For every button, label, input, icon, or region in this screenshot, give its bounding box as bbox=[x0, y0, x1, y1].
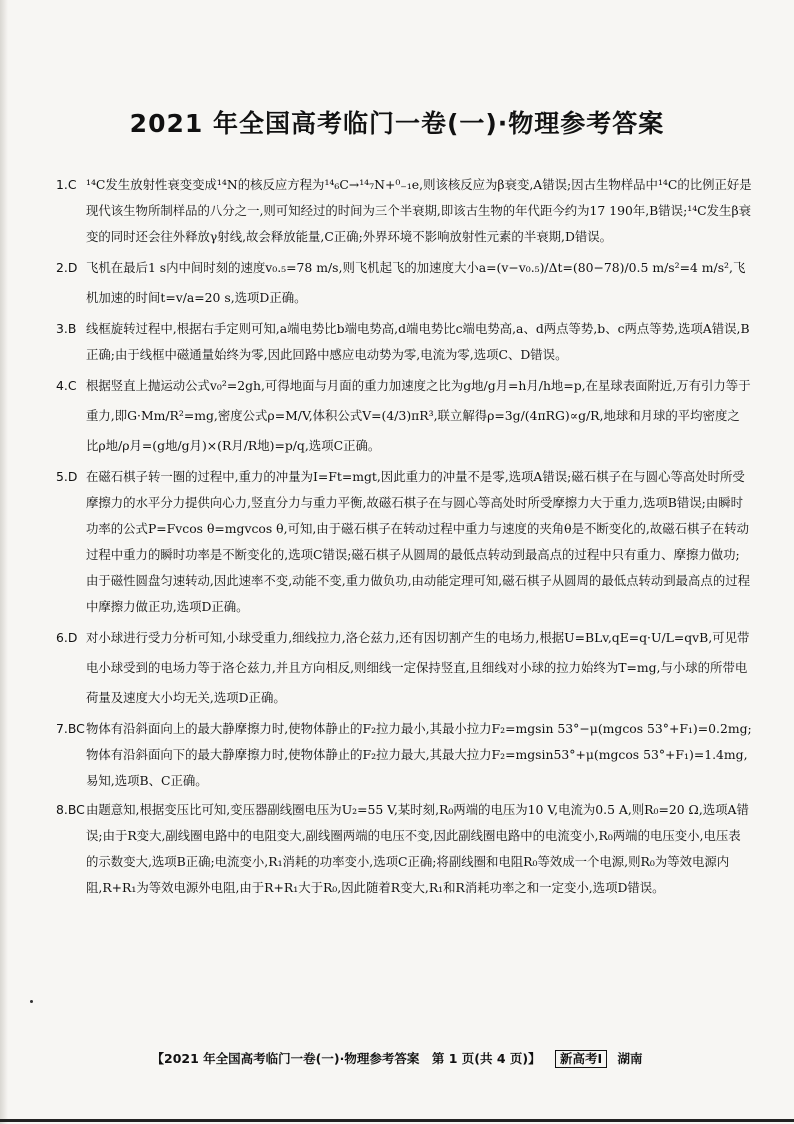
page-footer bbox=[0, 1049, 794, 1068]
region-label: 湖南 bbox=[617, 1051, 643, 1066]
answer-number: 8.BC bbox=[56, 802, 85, 817]
exam-tag: 新高考Ⅰ bbox=[555, 1050, 607, 1068]
answer-number: 7.BC bbox=[56, 721, 85, 736]
answer-text: 根据竖直上抛运动公式v₀²=2gh,可得地面与月面的重力加速度之比为g地/g月=h月/h地=p,在星球表面附近,万有引力等于重力,即G·Mm/R²=mg,密度公式ρ=M/V,体积公式V=(4/3)πR³,联立解得ρ=3g/(4πRG)∝g/R,地球和月球的平均密度之比ρ地/ρ月=(g地/g月)×(R月/R地)=p/q,选项C正确。 bbox=[86, 378, 751, 453]
answer-text: ¹⁴C发生放射性衰变变成¹⁴N的核反应方程为¹⁴₆C→¹⁴₇N+⁰₋₁e,则该核反应为β衰变,A错误;因古生物样品中¹⁴C的比例正好是现代该生物所制样品的八分之一,则可知经过的时间为三个半衰期,即该古生物的年代距今约为17 190年,B错误;¹⁴C发生β衰变的同时还会往外释放γ射线,故会释放能量,C正确;外界环境不影响放射性元素的半衰期,D错误。 bbox=[86, 177, 752, 244]
page-edge-shadow bbox=[0, 0, 8, 1124]
answer-number: 5.D bbox=[56, 469, 78, 484]
answer-number: 1.C bbox=[56, 177, 77, 192]
answer-item-5 bbox=[56, 464, 752, 620]
answer-item-3 bbox=[56, 316, 752, 368]
answer-text: 线框旋转过程中,根据右手定则可知,a端电势比b端电势高,d端电势比c端电势高,a、d两点等势,b、c两点等势,选项A错误,B正确;由于线框中磁通量始终为零,因此回路中感应电动势为零,电流为零,选项C、D错误。 bbox=[86, 321, 750, 362]
answer-text: 由题意知,根据变压比可知,变压器副线圈电压为U₂=55 V,某时刻,R₀两端的电压为10 V,电流为0.5 A,则R₀=20 Ω,选项A错误;由于R变大,副线圈电路中的电阻变大,副线圈两端的电压不变,因此副线圈电路中的电流变小,R₀两端的电压变小,电压表的示数变大,选项B正确;电流变小,R₁消耗的功率变小,选项C正确;将副线圈和电阻R₀等效成一个电源,则R₀为等效电源内阻,R+R₁为等效电源外电阻,由于R+R₁大于R₀,因此随着R变大,R₁和R消耗功率之和一定变小,选项D错误。 bbox=[86, 802, 749, 895]
answer-item-7 bbox=[56, 716, 752, 794]
answer-number: 4.C bbox=[56, 378, 77, 393]
scan-speck bbox=[30, 1000, 33, 1003]
answer-item-6 bbox=[56, 623, 752, 713]
answer-text: 飞机在最后1 s内中间时刻的速度v₀.₅=78 m/s,则飞机起飞的加速度大小a=(v−v₀.₅)/Δt=(80−78)/0.5 m/s²=4 m/s²,飞机加速的时间t=v/a=20 s,选项D正确。 bbox=[86, 260, 746, 305]
answer-number: 2.D bbox=[56, 260, 78, 275]
answer-item-4 bbox=[56, 371, 752, 461]
answer-list bbox=[56, 172, 752, 904]
answer-text: 在磁石棋子转一圈的过程中,重力的冲量为I=Ft=mgt,因此重力的冲量不是零,选项A错误;磁石棋子在与圆心等高处时所受摩擦力的水平分力提供向心力,竖直分力与重力平衡,故磁石棋子在与圆心等高处时所受摩擦力大于重力,选项B错误;由瞬时功率的公式P=Fvcos θ=mgvcos θ,可知,由于磁石棋子在转动过程中重力与速度的夹角θ是不断变化的,故磁石棋子在转动过程中重力的瞬时功率是不断变化的,选项C错误;磁石棋子从圆周的最低点转动到最高点的过程中只有重力、摩擦力做功;由于磁性圆盘匀速转动,因此速率不变,动能不变,重力做负功,由动能定理可知,磁石棋子从圆周的最低点转动到最高点的过程中摩擦力做正功,选项D正确。 bbox=[86, 469, 751, 614]
answer-text: 对小球进行受力分析可知,小球受重力,细线拉力,洛仑兹力,还有因切割产生的电场力,根据U=BLv,qE=q·U/L=qvB,可见带电小球受到的电场力等于洛仑兹力,并且方向相反,则细线一定保持竖直,且细线对小球的拉力始终为T=mg,与小球的所带电荷量及速度大小均无关,选项D正确。 bbox=[86, 630, 750, 705]
footer-text: 【2021 年全国高考临门一卷(一)·物理参考答案 第 1 页(共 4 页)】 bbox=[151, 1051, 541, 1066]
answer-item-8 bbox=[56, 797, 752, 901]
answer-item-2 bbox=[56, 253, 752, 313]
page-title: 2021 年全国高考临门一卷(一)·物理参考答案 bbox=[129, 109, 665, 138]
bottom-rule bbox=[0, 1119, 794, 1122]
answer-number: 6.D bbox=[56, 630, 78, 645]
answer-item-1 bbox=[56, 172, 752, 250]
answer-text: 物体有沿斜面向上的最大静摩擦力时,使物体静止的F₂拉力最小,其最小拉力F₂=mgsin 53°−μ(mgcos 53°+F₁)=0.2mg;物体有沿斜面向下的最大静摩擦力时,使物体静止的F₂拉力最大,其最大拉力F₂=mgsin53°+μ(mgcos 53°+F₁)=1.4mg,易知,选项B、C正确。 bbox=[86, 721, 752, 788]
answer-number: 3.B bbox=[56, 321, 77, 336]
